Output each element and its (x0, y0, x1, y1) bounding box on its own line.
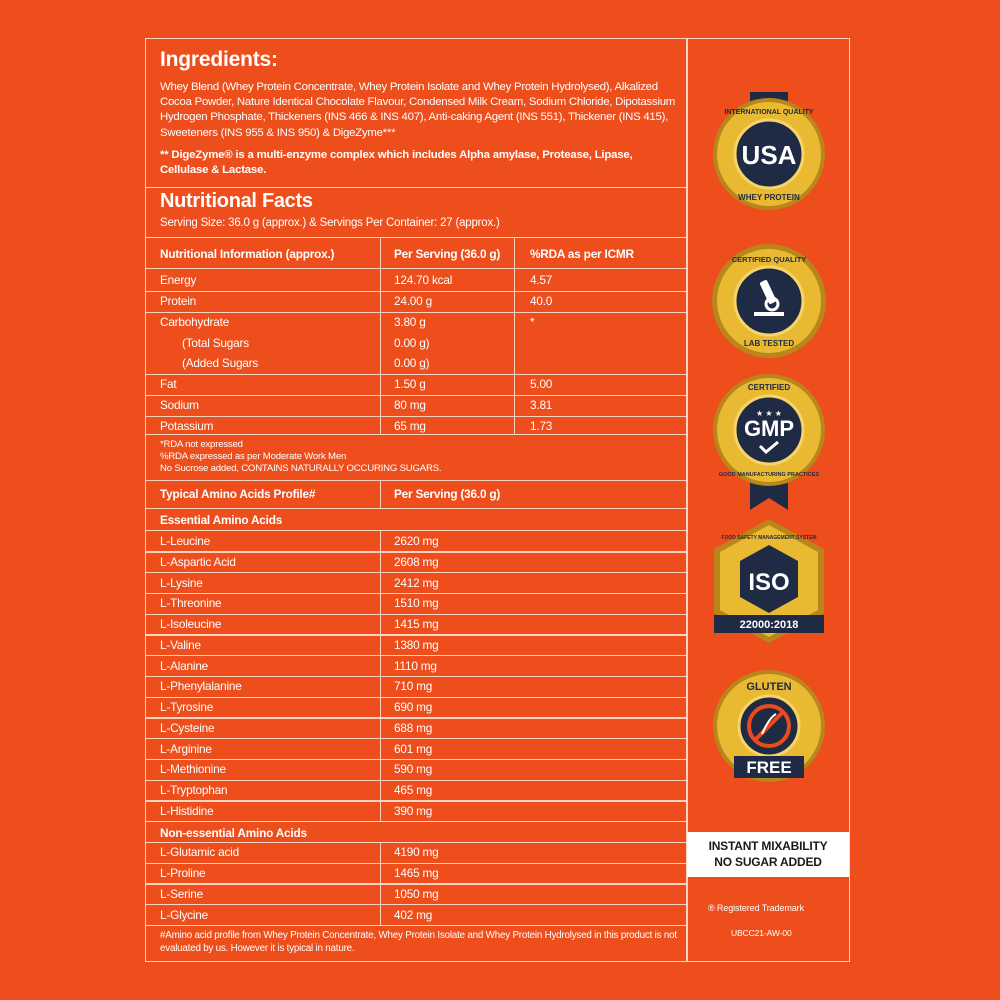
amino-value: 1110 mg (394, 658, 437, 673)
divider (146, 821, 686, 822)
header-cell: Typical Amino Acids Profile# (160, 487, 316, 501)
nonessential-title: Non-essential Amino Acids (160, 825, 307, 840)
amino-name: L-Lysine (160, 575, 203, 590)
nutrition-row (146, 374, 686, 395)
nutrition-row (146, 333, 686, 354)
amino-row (146, 614, 686, 635)
nutrient-value: 3.80 g (394, 315, 426, 329)
batch-code: UBCC21-AW-00 (731, 928, 792, 938)
nutrient-name: Carbohydrate (160, 315, 230, 329)
nutrient-rda: 3.81 (530, 398, 553, 412)
nutrition-row (146, 291, 686, 312)
serving-info: Serving Size: 36.0 g (approx.) & Servings Per Container: 27 (approx.) (160, 217, 500, 229)
amino-row (146, 884, 686, 905)
divider (146, 237, 686, 238)
amino-value: 2412 mg (394, 575, 439, 590)
trademark-note: ® Registered Trademark (708, 903, 804, 913)
nutrient-value: 124.70 kcal (394, 273, 453, 287)
amino-value: 590 mg (394, 762, 433, 777)
ingredients-title: Ingredients: (160, 48, 278, 71)
divider (146, 374, 686, 375)
nutrient-value: 0.00 g) (394, 336, 430, 350)
amino-value: 402 mg (394, 907, 433, 922)
amino-name: L-Tyrosine (160, 700, 214, 714)
nutrient-rda: * (530, 315, 535, 329)
amino-row (146, 780, 686, 801)
amino-name: L-Tryptophan (160, 783, 228, 797)
badge-text: GMP (743, 416, 795, 441)
amino-name: L-Aspartic Acid (160, 554, 236, 569)
nutrition-row (146, 353, 686, 374)
badge-text: GOOD MANUFACTURING PRACTICES (718, 472, 820, 478)
nutrient-value: 80 mg (394, 398, 426, 412)
badge-text: FOOD SAFETY MANAGEMENT SYSTEM (721, 535, 817, 541)
iso-badge (710, 517, 828, 649)
column-line (380, 480, 381, 508)
amino-row (146, 759, 686, 780)
amino-name: L-Isoleucine (160, 617, 222, 631)
amino-row (146, 593, 686, 614)
claims-box (687, 832, 849, 877)
amino-row (146, 905, 686, 926)
footnote: %RDA expressed as per Moderate Work Men (160, 451, 347, 462)
amino-row (146, 697, 686, 718)
gluten-free-badge (710, 668, 828, 788)
amino-name: L-Alanine (160, 658, 209, 673)
footnote: *RDA not expressed (160, 439, 243, 450)
amino-name: L-Serine (160, 886, 203, 901)
badge-text: GLUTEN (746, 681, 792, 693)
amino-row (146, 573, 686, 594)
amino-value: 390 mg (394, 803, 433, 818)
badge-text: FREE (746, 758, 792, 777)
nutrition-row (146, 312, 686, 333)
amino-row (146, 739, 686, 760)
digezyme-note: ** DigeZyme® is a multi-enzyme complex which includes Alpha amylase, Protease, Lipase, Cellulase & Lactase. (160, 149, 633, 176)
amino-name: L-Leucine (160, 534, 211, 548)
amino-header-row (146, 484, 686, 505)
amino-value: 1465 mg (394, 866, 439, 880)
amino-row (146, 531, 686, 552)
nutrient-rda: 5.00 (530, 377, 553, 391)
amino-name: L-Glutamic acid (160, 845, 239, 860)
amino-value: 465 mg (394, 783, 433, 797)
amino-name: L-Arginine (160, 741, 212, 756)
claim-text: NO SUGAR ADDED (714, 855, 822, 869)
nutrient-rda: 1.73 (530, 419, 553, 433)
amino-name: L-Glycine (160, 907, 209, 922)
lab-tested-badge (710, 242, 828, 360)
badge-text: 22000:2018 (739, 619, 799, 631)
badge-text: CERTIFIED QUALITY (731, 255, 807, 264)
divider (146, 416, 686, 417)
footnote: No Sucrose added, CONTAINS NATURALLY OCCURING SUGARS. (160, 463, 442, 474)
nutrient-name: (Added Sugars (182, 356, 259, 370)
header-cell: %RDA as per ICMR (530, 247, 634, 261)
badge-text: INTERNATIONAL QUALITY (724, 109, 814, 116)
divider (146, 333, 513, 334)
divider (146, 480, 686, 481)
nutrient-value: 24.00 g (394, 294, 432, 308)
divider (146, 925, 686, 926)
amino-row (146, 863, 686, 884)
amino-value: 1415 mg (394, 617, 439, 631)
divider (146, 434, 686, 435)
badge-text: USA (741, 140, 797, 170)
amino-value: 4190 mg (394, 845, 439, 860)
amino-name: L-Methionine (160, 762, 226, 777)
nutrient-rda: 40.0 (530, 294, 553, 308)
column-divider (686, 38, 688, 962)
nutrient-name: Potassium (160, 419, 214, 433)
nutrition-row (146, 395, 686, 416)
amino-name: L-Valine (160, 637, 201, 652)
amino-value: 710 mg (394, 679, 433, 694)
divider (146, 395, 686, 396)
header-cell: Per Serving (36.0 g) (394, 487, 501, 501)
badge-text: CERTIFIED (747, 383, 791, 392)
claim-text: INSTANT MIXABILITY (708, 839, 828, 853)
header-cell: Per Serving (36.0 g) (394, 247, 501, 261)
nutrient-name: Energy (160, 273, 197, 287)
divider (146, 312, 686, 313)
amino-value: 1380 mg (394, 637, 439, 652)
badge-text: WHEY PROTEIN (738, 193, 800, 202)
amino-row (146, 552, 686, 573)
nutrient-name: Protein (160, 294, 196, 308)
amino-name: L-Cysteine (160, 720, 215, 735)
nutrient-rda: 4.57 (530, 273, 553, 287)
amino-value: 690 mg (394, 700, 433, 714)
nutrient-value: 1.50 g (394, 377, 426, 391)
divider (146, 291, 686, 292)
badge-text: ISO (748, 569, 790, 596)
nutrient-value: 65 mg (394, 419, 426, 433)
amino-value: 2608 mg (394, 554, 439, 569)
amino-row (146, 718, 686, 739)
nutrition-row (146, 270, 686, 291)
amino-row (146, 842, 686, 863)
amino-footnote: #Amino acid profile from Whey Protein Concentrate, Whey Protein Isolate and Whey Protein Hydrolysed in this product is not evaluated by us. However it is typical in nature. (160, 930, 677, 954)
amino-name: L-Histidine (160, 803, 214, 818)
nutrient-name: (Total Sugars (182, 336, 249, 350)
header-cell: Nutritional Information (approx.) (160, 247, 335, 261)
nutrition-header-row (146, 244, 686, 265)
amino-value: 601 mg (394, 741, 433, 756)
column-line (380, 842, 381, 925)
divider (146, 353, 513, 354)
amino-row (146, 676, 686, 697)
column-line (380, 237, 381, 434)
amino-name: L-Threonine (160, 596, 222, 611)
amino-row (146, 656, 686, 677)
amino-name: L-Phenylalanine (160, 679, 242, 694)
ingredients-text: Whey Blend (Whey Protein Concentrate, Whey Protein Isolate and Whey Protein Hydrolysed), Alkalized Cocoa Powder, Nature Identical Chocolate Flavour, Condensed Milk Cream, Sodium Chloride, Dipotassium Hydrogen Phosphate, Thickeners (INS 466 & INS 407), Anti-caking Agent (INS 551), Thickener (INS 415), Sweeteners (INS 955 & INS 950) & DigeZyme*** (160, 81, 676, 139)
essential-title: Essential Amino Acids (160, 513, 283, 527)
amino-value: 2620 mg (394, 534, 439, 548)
badge-text: LAB TESTED (743, 339, 795, 348)
nutrition-title: Nutritional Facts (160, 190, 313, 212)
divider (146, 508, 686, 509)
amino-value: 1510 mg (394, 596, 439, 611)
nutrient-name: Fat (160, 377, 177, 391)
column-line (380, 530, 381, 822)
nutrient-name: Sodium (160, 398, 199, 412)
usa-whey-badge (710, 92, 828, 212)
divider (146, 187, 686, 188)
star-icon: ★ ★ ★ (756, 409, 782, 418)
amino-value: 1050 mg (394, 886, 439, 901)
amino-row (146, 801, 686, 822)
amino-value: 688 mg (394, 720, 433, 735)
gmp-badge (710, 372, 828, 512)
amino-name: L-Proline (160, 866, 206, 880)
nutrient-value: 0.00 g) (394, 356, 430, 370)
amino-row (146, 635, 686, 656)
column-line (514, 237, 515, 434)
